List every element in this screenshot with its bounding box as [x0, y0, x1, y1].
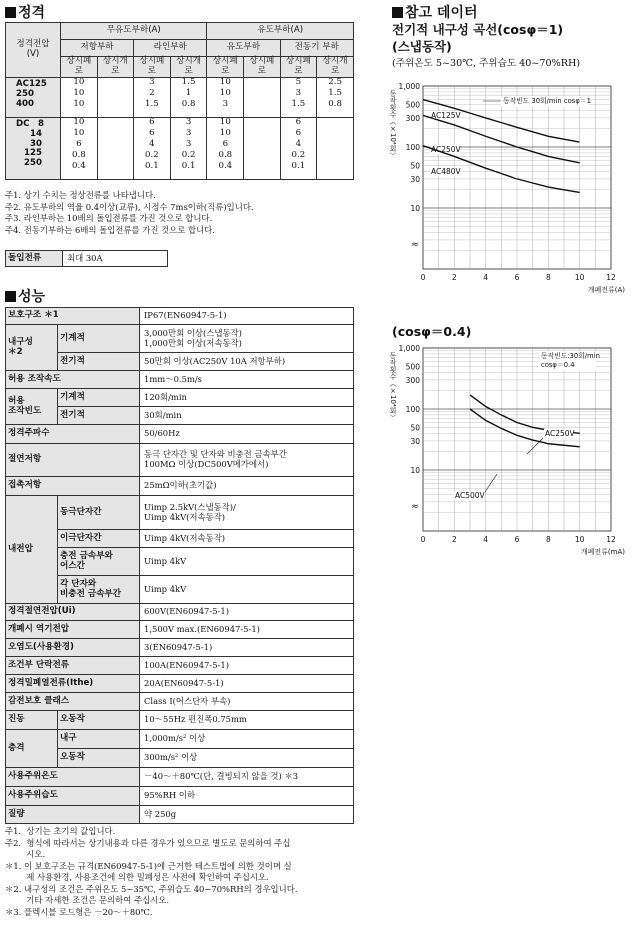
no-header: 상시개로 — [97, 57, 133, 78]
voltage-header: 정격전압 (V) — [6, 23, 61, 78]
dc-inductive-nc: 10 10 6 0.8 0.4 — [207, 117, 244, 179]
short-circuit-label: 조건부 단락전류 — [6, 657, 140, 675]
diff-pole-label: 이극단자간 — [58, 530, 140, 548]
x-tick-label: 12 — [606, 535, 616, 544]
nc-header: 상시폐로 — [244, 57, 280, 78]
x-axis-label: 개폐전류(mA) — [580, 548, 625, 556]
y-tick-label: 300 — [405, 375, 420, 385]
freq-label: 허용 조작빈도 — [6, 389, 58, 425]
contact-label: 접촉저항 — [6, 477, 140, 496]
freq-mech-value: 120회/min — [140, 389, 354, 407]
performance-notes: 주1. 상기는 초기의 값입니다. 주2. 형식에 따라서는 상기내용과 다른 경우가 있으므로 별도로 문의하여 주십 시오. ＊1. 이 보호구조는 규격(EN60947-5-1)에 근거한 테스트법에 의한 것이며 실 제 사용환경, 사용조건에 의한 밀폐성은 사전에 확인하여 주십시오. ＊2. 내구성의 조건은 주위온도 5~35℃, 주위습도 40~70%RH의 경우입니다. 기타 자세한 조건은 문의하여 주십시오. ＊3. 플렉시블 로드형은 －20～＋80℃. — [5, 826, 298, 917]
dc-lamp-no: 3 3 3 0.2 0.1 — [170, 117, 207, 179]
label-leader — [485, 474, 497, 492]
nc-header: 상시폐로 — [134, 57, 171, 78]
chart1-conditions: (주위온도 5~30℃, 주위습도 40~70%RH) — [392, 58, 581, 69]
humidity-label: 사용주위습도 — [6, 787, 140, 806]
chart1-svg — [385, 78, 630, 308]
chart2-title: (cosφ＝0.4) — [392, 324, 472, 339]
shock-durability-label: 내구 — [58, 730, 140, 749]
x-tick-label: 2 — [451, 535, 457, 544]
temperature-label: 사용주위온도 — [6, 768, 140, 787]
series-label-ac250v: AC250V — [431, 145, 461, 154]
no-header: 상시개로 — [170, 57, 207, 78]
ui-label: 정격절연전압(Ui) — [6, 604, 140, 621]
shock-malfunction-label: 오동작 — [58, 749, 140, 768]
ac-lamp-no: 1.5 1 0.8 — [170, 77, 207, 117]
y-tick-label: 100 — [405, 143, 420, 152]
x-tick-label: 6 — [514, 273, 520, 282]
open-voltage-value: 1,500V max.(EN60947-5-1) — [140, 621, 354, 639]
life-elec-label: 전기적 — [58, 353, 140, 371]
live-metal-label: 충전 금속부와 어스간 — [58, 548, 140, 576]
ac-motor-no: 2.5 1.5 0.8 — [317, 77, 354, 117]
freq-mech-label: 기계적 — [58, 389, 140, 407]
each-terminal-value: Uimp 4kV — [140, 576, 354, 604]
same-pole-value: Uimp 2.5kV(스냅동작)/ Uimp 4kV(저속동작) — [140, 496, 354, 530]
x-tick-label: 0 — [420, 535, 426, 544]
x-tick-label: 4 — [483, 535, 489, 544]
dc-motor-no — [317, 117, 354, 179]
series-label-ac250v: AC250V — [545, 429, 575, 438]
pollution-value: 3(EN60947-5-1) — [140, 639, 354, 657]
y-tick-label: 500 — [405, 362, 420, 372]
contact-value: 25mΩ이하(초기값) — [140, 477, 354, 496]
x-tick-label: 8 — [545, 535, 551, 544]
speed-value: 1mm～0.5m/s — [140, 371, 354, 389]
y-tick-label: 10 — [410, 466, 420, 475]
series-line-ac500v — [470, 409, 580, 447]
square-bullet-icon — [5, 7, 16, 18]
inrush-label: 돌입전류 — [6, 251, 63, 267]
performance-table — [5, 307, 354, 824]
y-axis-label: 동작횟수（×10⁴회） — [389, 352, 397, 421]
y-tick-label: 300 — [405, 113, 420, 123]
protection-value: IP67(EN60947-5-1) — [140, 308, 354, 325]
y-tick-label: 50 — [410, 161, 420, 171]
axis-break-icon: ≈ — [411, 240, 419, 250]
y-tick-label: 1,000 — [398, 344, 420, 353]
vibration-value: 10～55Hz 편진폭0.75mm — [140, 711, 354, 730]
insulation-label: 절연저항 — [6, 444, 140, 477]
withstand-label: 내전압 — [6, 496, 58, 604]
ithe-value: 20A(EN60947-5-1) — [140, 675, 354, 693]
shock-class-value: Class I(어스단자 부속) — [140, 693, 354, 711]
y-tick-label: 30 — [410, 436, 420, 446]
life-mech-value: 3,000만회 이상(스냅동작) 1,000만회 이상(저속동작) — [140, 325, 354, 353]
y-tick-label: 30 — [410, 174, 420, 184]
live-metal-value: Uimp 4kV — [140, 548, 354, 576]
speed-label: 허용 조작속도 — [6, 371, 140, 389]
series-label-ac125v: AC125V — [431, 111, 461, 120]
ui-value: 600V(EN60947-5-1) — [140, 604, 354, 621]
x-axis-label: 개폐전류(A) — [587, 286, 625, 294]
ac-lamp-nc: 3 2 1.5 — [134, 77, 171, 117]
dc-resistive-nc: 10 10 6 0.8 0.4 — [61, 117, 98, 179]
ithe-label: 정격밀폐열전류(Ithe) — [6, 675, 140, 693]
y-tick-label: 100 — [405, 405, 420, 414]
ac-voltage-label: AC125 250 400 — [6, 77, 61, 117]
motor-header: 전동기 부하 — [280, 40, 354, 57]
shock-class-label: 감전보호 클래스 — [6, 693, 140, 711]
y-tick-label: 500 — [405, 100, 420, 110]
annotation-text: cosφ＝0.4 — [541, 361, 575, 369]
open-voltage-label: 개폐시 역기전압 — [6, 621, 140, 639]
nc-header: 상시폐로 — [61, 57, 98, 78]
inrush-value: 최대 30A — [63, 251, 168, 267]
dc-lamp-nc: 6 6 4 0.2 0.1 — [134, 117, 171, 179]
inductive-load-header: 유도부하 — [207, 40, 280, 57]
freq-elec-value: 30회/min — [140, 407, 354, 425]
chart1-title: 전기적 내구성 곡선(cosφ＝1) — [392, 22, 564, 37]
same-pole-label: 동극단자간 — [58, 496, 140, 530]
annotation-text: 동작빈도:30회/min — [541, 352, 600, 360]
each-terminal-label: 각 단자와 비충전 금속부간 — [58, 576, 140, 604]
square-bullet-icon — [5, 291, 16, 302]
resistive-header: 저항부하 — [61, 40, 134, 57]
annotation-text: 동작빈도 30회/min cosφ＝1 — [503, 97, 591, 105]
rating-notes: 주1. 상기 수치는 정상전류를 나타냅니다. 주2. 유도부하의 역율 0.4이상(교류), 시정수 7ms이하(직류)입니다. 주3. 라인부하는 10배의 돌입전류를 가진 것으로 합니다. 주4. 전동기부하는 6배의 돌입전류를 가진 것으로 합니다. — [5, 190, 254, 235]
square-bullet-icon — [392, 7, 403, 18]
dc-resistive-no — [97, 117, 133, 179]
ac-inductive-no — [244, 77, 280, 117]
dc-voltage-label: DC 8 14 30 125 250 — [6, 117, 61, 179]
y-tick-label: 10 — [410, 204, 420, 213]
nc-header: 상시폐로 — [207, 57, 244, 78]
series-label-ac480v: AC480V — [431, 167, 461, 176]
chart2-svg — [385, 340, 630, 570]
pollution-label: 오염도(사용환경) — [6, 639, 140, 657]
inrush-table — [5, 250, 168, 267]
rating-table — [5, 22, 354, 180]
reference-section-title: 참고 데이터 — [392, 2, 478, 22]
x-tick-label: 10 — [574, 273, 585, 282]
x-tick-label: 0 — [420, 273, 426, 282]
y-tick-label: 50 — [410, 423, 420, 433]
x-tick-label: 2 — [451, 273, 457, 282]
humidity-value: 95%RH 이하 — [140, 787, 354, 806]
shock-durability-value: 1,000m/s² 이상 — [140, 730, 354, 749]
x-tick-label: 12 — [606, 273, 616, 282]
inductive-header: 유도부하(A) — [207, 23, 354, 40]
noninductive-header: 무유도부하(A) — [61, 23, 207, 40]
rated-freq-label: 정격주파수 — [6, 425, 140, 444]
x-tick-label: 4 — [483, 273, 489, 282]
x-tick-label: 8 — [545, 273, 551, 282]
axis-break-icon: ≈ — [411, 502, 419, 512]
nc-header: 상시폐로 — [280, 57, 317, 78]
protection-label: 보호구조 ＊1 — [6, 308, 140, 325]
diff-pole-value: Uimp 4kV(저속동작) — [140, 530, 354, 548]
chart1-subtitle: (스냅동작) — [392, 39, 452, 54]
freq-elec-label: 전기적 — [58, 407, 140, 425]
life-elec-value: 50만회 이상(AC250V 10A 저항부하) — [140, 353, 354, 371]
x-tick-label: 10 — [574, 535, 585, 544]
dc-motor-nc: 6 6 4 0.2 0.1 — [280, 117, 317, 179]
lamp-header: 라인부하 — [134, 40, 207, 57]
dc-inductive-no — [244, 117, 280, 179]
ac-resistive-nc: 10 10 10 — [61, 77, 98, 117]
y-tick-label: 1,000 — [398, 82, 420, 91]
rated-freq-value: 50/60Hz — [140, 425, 354, 444]
vibration-malfunction-label: 오동작 — [58, 711, 140, 730]
ac-resistive-no — [97, 77, 133, 117]
ac-motor-nc: 5 3 1.5 — [280, 77, 317, 117]
short-circuit-value: 100A(EN60947-5-1) — [140, 657, 354, 675]
life-label: 내구성 ＊2 — [6, 325, 58, 371]
weight-value: 약 250g — [140, 806, 354, 824]
vibration-label: 진동 — [6, 711, 58, 730]
series-label-ac500v: AC500V — [455, 491, 485, 500]
y-axis-label: 동작횟수（×10⁴회） — [389, 90, 397, 159]
x-tick-label: 6 — [514, 535, 520, 544]
life-mech-label: 기계적 — [58, 325, 140, 353]
rating-section-title: 정격 — [5, 2, 45, 22]
performance-section-title: 성능 — [5, 286, 45, 306]
ac-inductive-nc: 10 10 3 — [207, 77, 244, 117]
insulation-value: 동극 단자간 및 단자와 비충전 금속부간 100MΩ 이상(DC500V메가에서) — [140, 444, 354, 477]
temperature-value: －40～＋80℃(단, 결빙되지 않을 것) ＊3 — [140, 768, 354, 787]
weight-label: 질량 — [6, 806, 140, 824]
shock-label: 충격 — [6, 730, 58, 768]
shock-malfunction-value: 300m/s² 이상 — [140, 749, 354, 768]
no-header: 상시개로 — [317, 57, 354, 78]
